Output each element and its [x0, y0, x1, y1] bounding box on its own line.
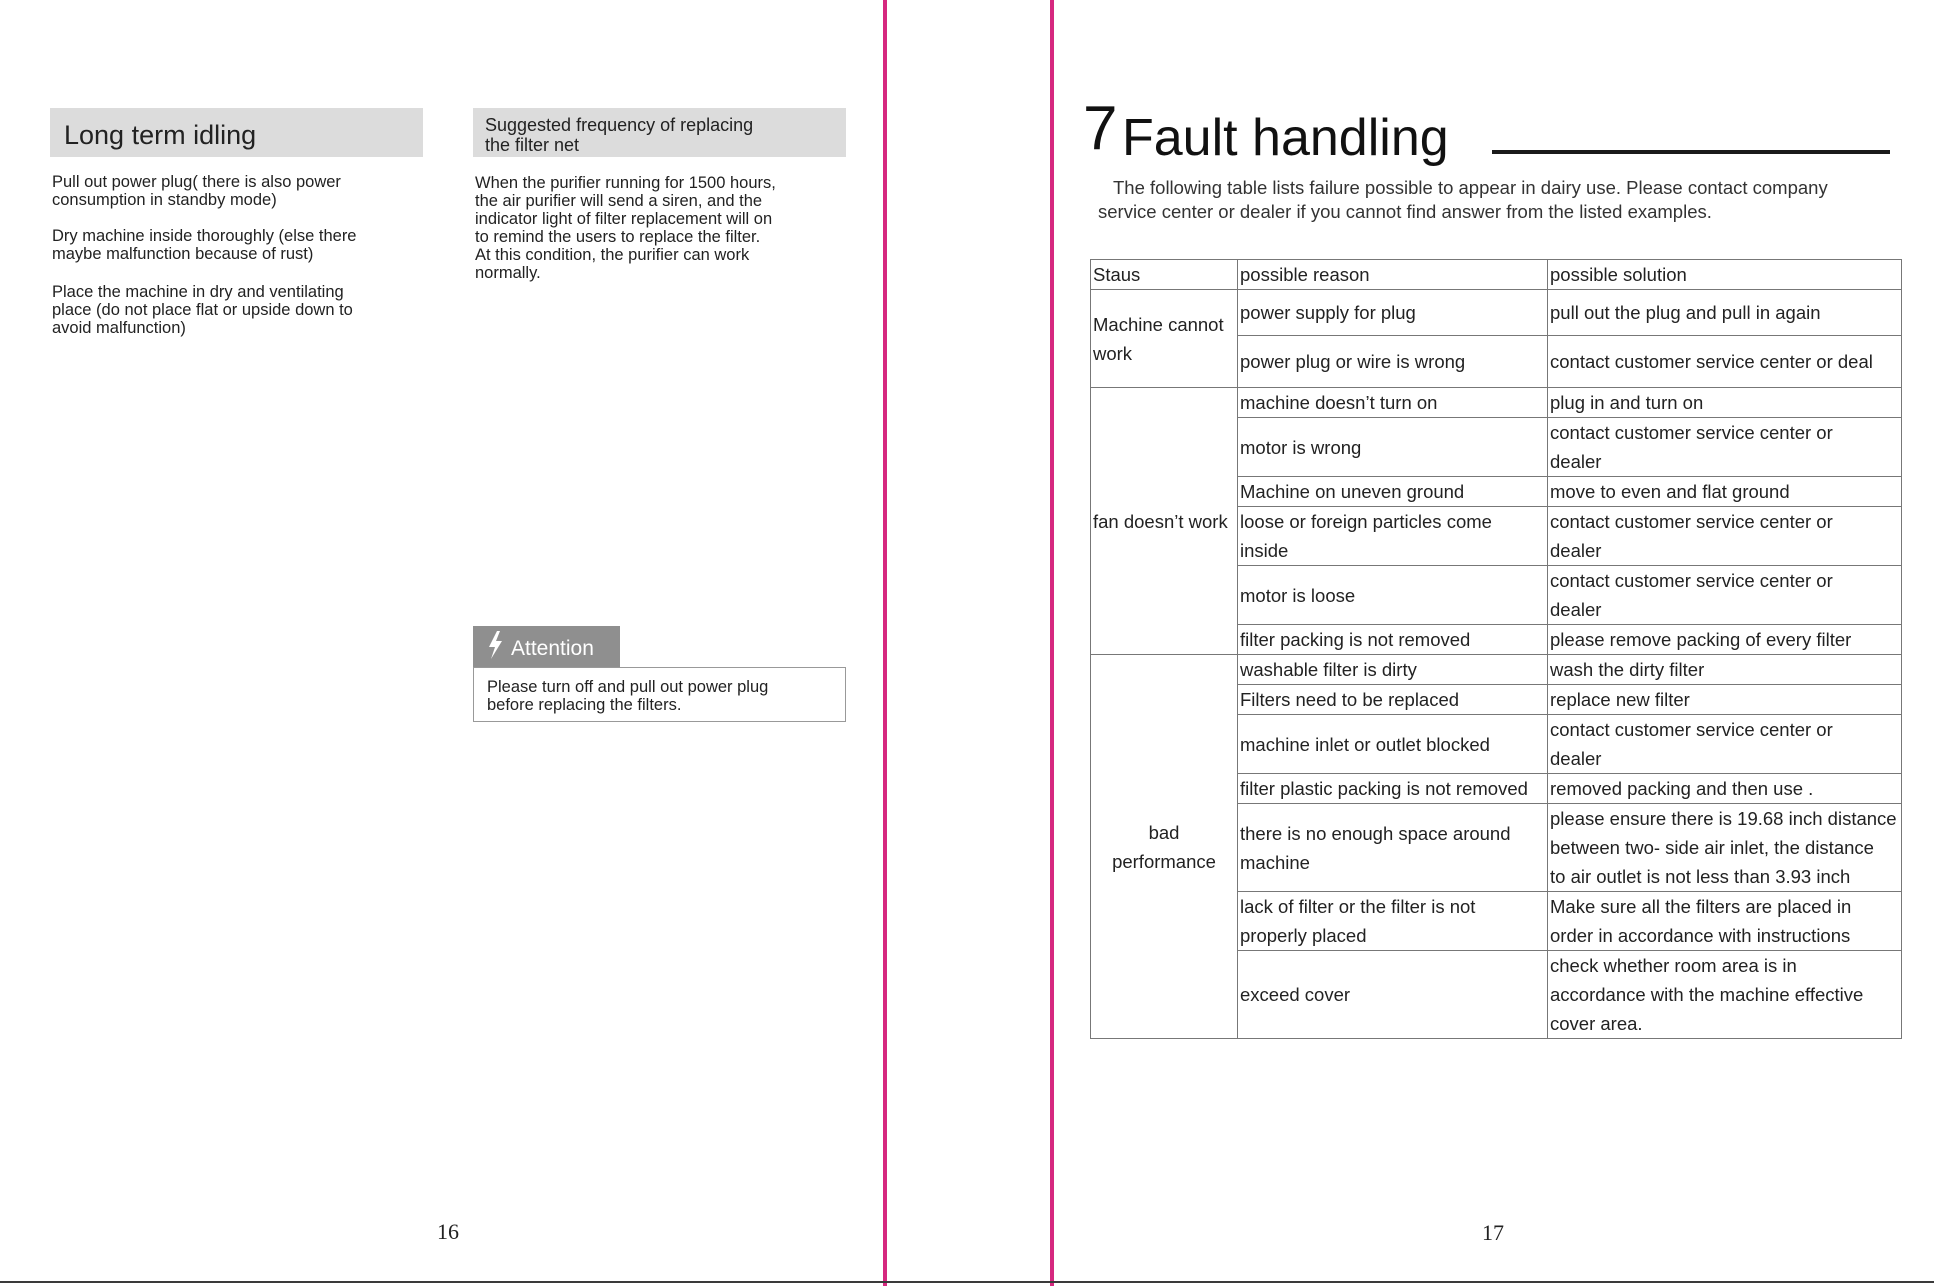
page-bottom-border: [0, 1281, 1934, 1283]
solution-cell: contact customer service center or dealer: [1548, 566, 1902, 625]
table-row: [1091, 655, 1902, 685]
solution-cell: contact customer service center or deal: [1548, 336, 1902, 388]
reason-cell: there is no enough space around machine: [1238, 804, 1548, 892]
intro-paragraph: The following table lists failure possible to appear in dairy use. Please contact company service center or dealer if you cannot find answer from the listed examples.: [1098, 177, 1828, 222]
long-term-idling-text: [52, 173, 392, 355]
section-title: Fault handling: [1122, 109, 1449, 167]
page-fold-line-right: [1050, 0, 1054, 1286]
page-number-right: 17: [1482, 1220, 1504, 1245]
solution-cell: pull out the plug and pull in again: [1548, 290, 1902, 336]
header-status: Staus: [1091, 260, 1238, 290]
reason-cell: machine inlet or outlet blocked: [1238, 715, 1548, 774]
reason-cell: washable filter is dirty: [1238, 655, 1548, 685]
solution-cell: replace new filter: [1548, 685, 1902, 715]
reason-cell: power plug or wire is wrong: [1238, 336, 1548, 388]
reason-cell: motor is loose: [1238, 566, 1548, 625]
solution-cell: move to even and flat ground: [1548, 477, 1902, 507]
title-rule: [1492, 150, 1890, 154]
status-bad-performance: bad performance: [1091, 655, 1238, 1039]
reason-cell: motor is wrong: [1238, 418, 1548, 477]
reason-cell: power supply for plug: [1238, 290, 1548, 336]
long-term-idling-header: [50, 108, 423, 157]
solution-cell: contact customer service center or dealer: [1548, 507, 1902, 566]
header-solution: possible solution: [1548, 260, 1902, 290]
attention-text: Please turn off and pull out power plug before replacing the filters.: [487, 678, 769, 714]
solution-cell: plug in and turn on: [1548, 388, 1902, 418]
reason-cell: exceed cover: [1238, 951, 1548, 1039]
solution-cell: contact customer service center or dealer: [1548, 715, 1902, 774]
filter-frequency-title: Suggested frequency of replacing the filter net: [485, 115, 754, 155]
table-row: [1091, 290, 1902, 336]
solution-cell: contact customer service center or dealer: [1548, 418, 1902, 477]
attention-tab: [473, 626, 620, 668]
reason-cell: Filters need to be replaced: [1238, 685, 1548, 715]
reason-cell: filter packing is not removed: [1238, 625, 1548, 655]
attention-box: [473, 667, 846, 722]
solution-cell: please remove packing of every filter: [1548, 625, 1902, 655]
lightning-bolt-icon: [485, 630, 505, 660]
long-term-idling-title: Long term idling: [64, 120, 257, 150]
status-fan-doesnt-work: fan doesn’t work: [1091, 388, 1238, 655]
solution-cell: please ensure there is 19.68 inch distance between two- side air inlet, the distance to air outlet is not less than 3.93 inch: [1548, 804, 1902, 892]
solution-cell: check whether room area is in accordance with the machine effective cover area.: [1548, 951, 1902, 1039]
solution-cell: Make sure all the filters are placed in order in accordance with instructions: [1548, 892, 1902, 951]
table-row: [1091, 388, 1902, 418]
attention-label: Attention: [511, 637, 594, 660]
fault-table: [1090, 259, 1902, 1039]
idling-paragraph-1: Pull out power plug( there is also power consumption in standby mode): [52, 173, 341, 209]
reason-cell: filter plastic packing is not removed: [1238, 774, 1548, 804]
solution-cell: wash the dirty filter: [1548, 655, 1902, 685]
status-machine-cannot-work: Machine cannot work: [1091, 290, 1238, 388]
page-number-left: 16: [437, 1219, 459, 1244]
table-header-row: [1091, 260, 1902, 290]
section-number: 7: [1083, 94, 1118, 163]
reason-cell: Machine on uneven ground: [1238, 477, 1548, 507]
page-fold-line-left: [883, 0, 887, 1286]
filter-frequency-text: When the purifier running for 1500 hours, the air purifier will send a siren, and the indicator light of filter replacement will on to remind the users to replace the filter. At this condition, the purifier can work normally.: [475, 174, 776, 282]
reason-cell: loose or foreign particles come inside: [1238, 507, 1548, 566]
reason-cell: lack of filter or the filter is not properly placed: [1238, 892, 1548, 951]
solution-cell: removed packing and then use .: [1548, 774, 1902, 804]
filter-frequency-header: [473, 108, 846, 157]
idling-paragraph-3: Place the machine in dry and ventilating place (do not place flat or upside down to avoid malfunction): [52, 283, 353, 337]
idling-paragraph-2: Dry machine inside thoroughly (else there maybe malfunction because of rust): [52, 227, 357, 263]
header-reason: possible reason: [1238, 260, 1548, 290]
reason-cell: machine doesn’t turn on: [1238, 388, 1548, 418]
